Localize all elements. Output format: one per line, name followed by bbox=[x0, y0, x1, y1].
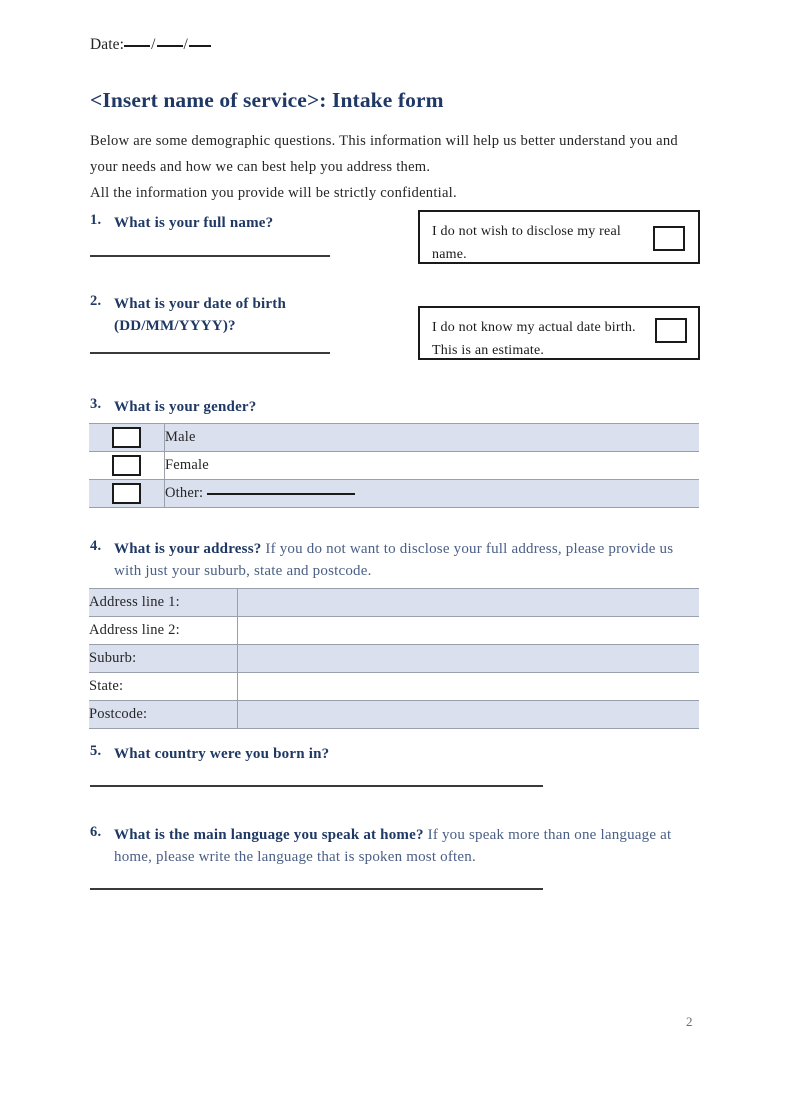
address-label-4: State: bbox=[89, 673, 238, 701]
gender-other-blank[interactable] bbox=[207, 493, 355, 495]
note-box-2-text: I do not know my actual date birth. This is an estimate. bbox=[432, 320, 636, 358]
question-6-number: 6. bbox=[90, 824, 102, 840]
question-5-bold: What country were you born in? bbox=[114, 746, 330, 762]
gender-option-cell-3 bbox=[165, 480, 700, 508]
gender-option-label-3: Other: bbox=[165, 485, 204, 501]
address-label-5: Postcode: bbox=[89, 701, 238, 729]
question-1-number: 1. bbox=[90, 212, 102, 228]
question-2-text bbox=[114, 293, 390, 337]
date-day-blank[interactable] bbox=[124, 45, 150, 47]
gender-option-label-1: Male bbox=[165, 424, 700, 452]
table-row bbox=[89, 452, 699, 480]
question-3-number: 3. bbox=[90, 396, 102, 412]
table-row bbox=[89, 617, 699, 645]
answer-line-q1[interactable] bbox=[90, 255, 330, 257]
checkbox-icon[interactable] bbox=[112, 455, 141, 476]
date-year-blank[interactable] bbox=[189, 45, 211, 47]
question-2-number: 2. bbox=[90, 293, 102, 309]
question-4-text bbox=[114, 538, 690, 582]
address-value-5[interactable] bbox=[238, 701, 700, 729]
question-4-number: 4. bbox=[90, 538, 102, 554]
address-value-1[interactable] bbox=[238, 589, 700, 617]
page-number: 2 bbox=[686, 1014, 693, 1029]
date-field-row bbox=[90, 36, 211, 54]
table-row bbox=[89, 645, 699, 673]
note-box-1-text: I do not wish to disclose my real name. bbox=[432, 224, 621, 262]
answer-line-q2[interactable] bbox=[90, 352, 330, 354]
address-label-2: Address line 2: bbox=[89, 617, 238, 645]
intro-paragraph-1: Below are some demographic questions. This information will help us better understand you and your needs and how we can best help you address them. bbox=[90, 133, 678, 175]
date-separator-2: / bbox=[183, 36, 188, 53]
table-row bbox=[89, 673, 699, 701]
address-value-4[interactable] bbox=[238, 673, 700, 701]
address-label-1: Address line 1: bbox=[89, 589, 238, 617]
checkbox-icon[interactable] bbox=[112, 483, 141, 504]
date-month-blank[interactable] bbox=[157, 45, 183, 47]
answer-line-q6[interactable] bbox=[90, 888, 543, 890]
question-4 bbox=[90, 538, 690, 582]
intro-paragraph-2: All the information you provide will be strictly confidential. bbox=[90, 185, 457, 201]
question-6-text bbox=[114, 824, 690, 868]
gender-options-table bbox=[89, 423, 699, 508]
question-1-bold: What is your full name? bbox=[114, 215, 274, 231]
checkbox-icon[interactable] bbox=[112, 427, 141, 448]
table-row bbox=[89, 701, 699, 729]
answer-line-q5[interactable] bbox=[90, 785, 543, 787]
date-label: Date: bbox=[90, 36, 125, 53]
question-3-bold: What is your gender? bbox=[114, 399, 257, 415]
note-box-2-checkbox[interactable] bbox=[655, 318, 687, 343]
table-row bbox=[89, 424, 699, 452]
gender-checkbox-cell-1[interactable] bbox=[89, 424, 165, 452]
question-3 bbox=[90, 396, 490, 418]
table-row bbox=[89, 480, 699, 508]
question-5-text bbox=[114, 743, 590, 765]
address-label-3: Suburb: bbox=[89, 645, 238, 673]
question-4-bold: What is your address? bbox=[114, 541, 262, 557]
page-title: <Insert name of service>: Intake form bbox=[90, 88, 444, 112]
address-value-3[interactable] bbox=[238, 645, 700, 673]
question-2-bold: What is your date of birth (DD/MM/YYYY)? bbox=[114, 296, 287, 334]
question-6-bold: What is the main language you speak at home? bbox=[114, 827, 424, 843]
gender-option-label-2: Female bbox=[165, 452, 700, 480]
question-3-text bbox=[114, 396, 490, 418]
question-2 bbox=[90, 293, 390, 337]
gender-checkbox-cell-2[interactable] bbox=[89, 452, 165, 480]
address-table bbox=[89, 588, 699, 729]
note-box-1 bbox=[418, 210, 700, 264]
question-4-rest: If you do not want to disclose your full address, please provide us with just your suburb, state and postcode. bbox=[114, 541, 674, 579]
note-box-2 bbox=[418, 306, 700, 360]
question-5 bbox=[90, 743, 590, 765]
question-1-text bbox=[114, 212, 420, 234]
question-6 bbox=[90, 824, 690, 868]
gender-checkbox-cell-3[interactable] bbox=[89, 480, 165, 508]
address-value-2[interactable] bbox=[238, 617, 700, 645]
note-box-1-checkbox[interactable] bbox=[653, 226, 685, 251]
question-6-rest: If you speak more than one language at home, please write the language that is spoken most often. bbox=[114, 827, 672, 865]
date-separator-1: / bbox=[151, 36, 156, 53]
table-row bbox=[89, 589, 699, 617]
question-1 bbox=[90, 212, 420, 234]
question-5-number: 5. bbox=[90, 743, 102, 759]
